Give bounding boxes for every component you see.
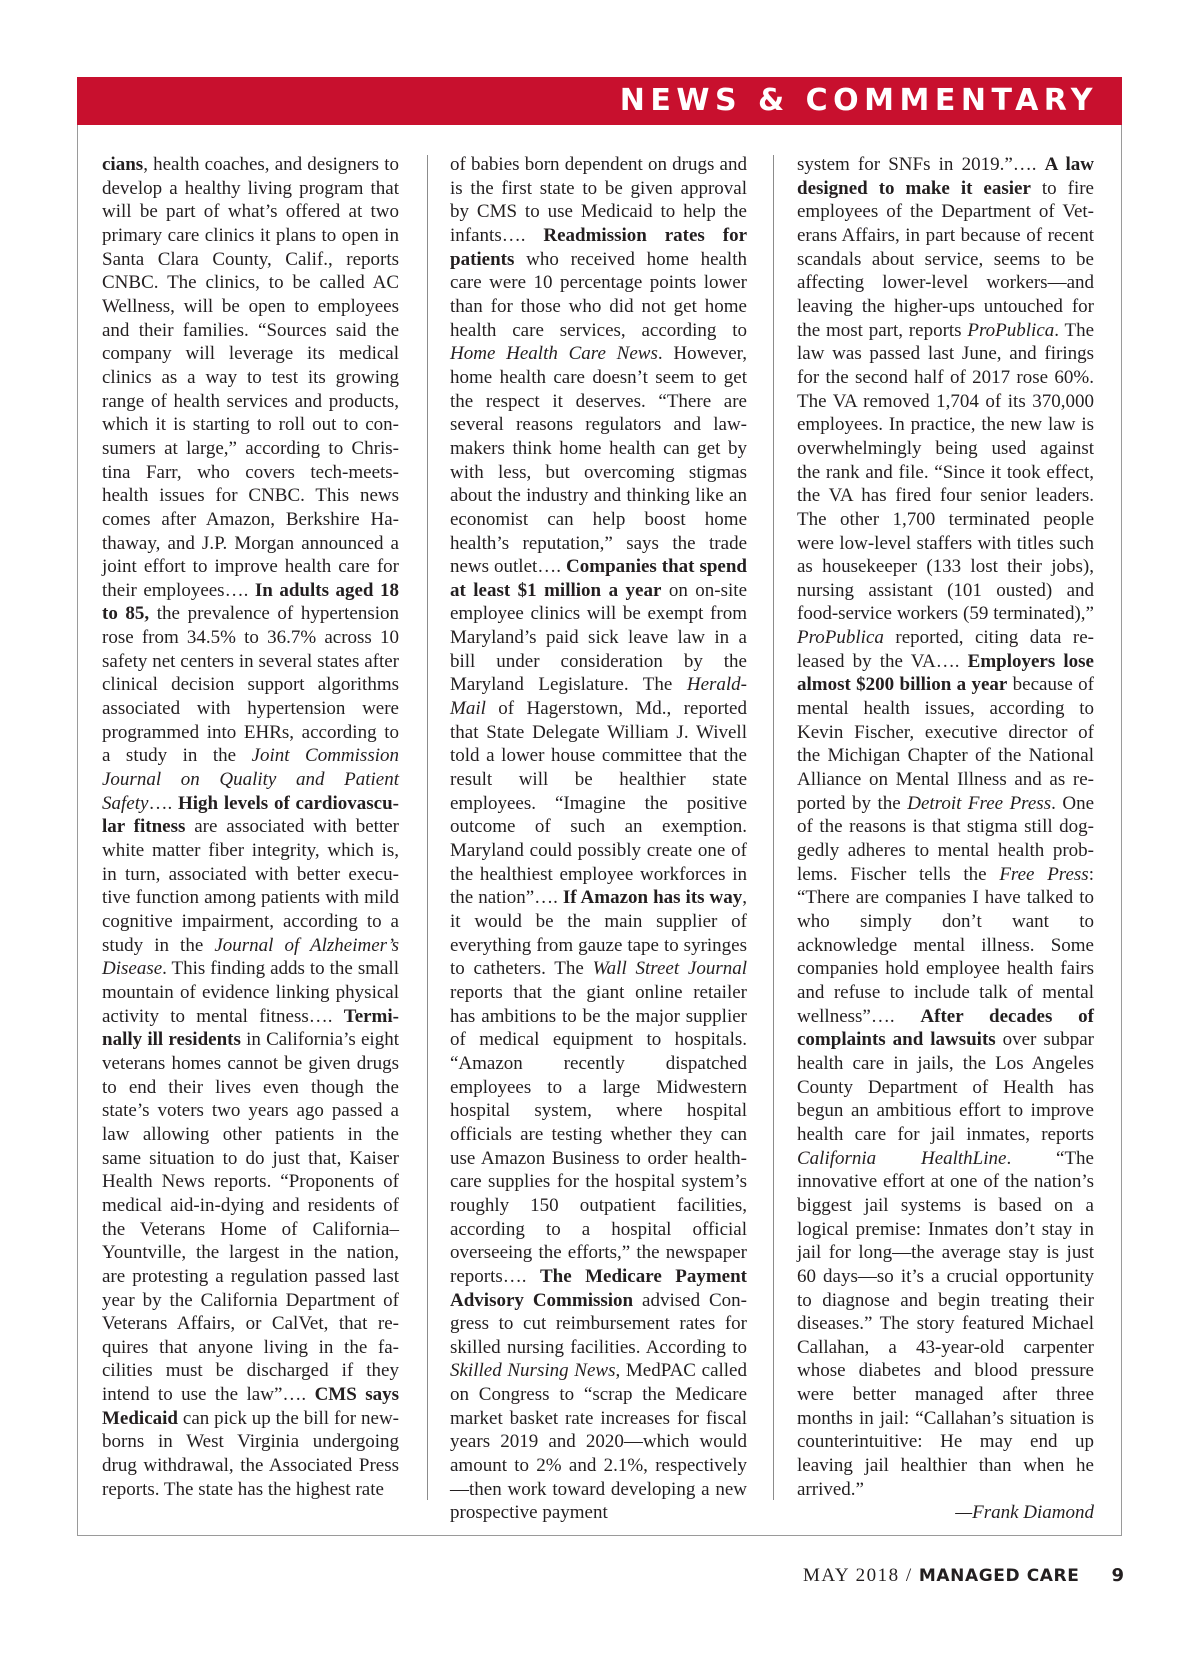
section-title: NEWS & COMMENTARY	[619, 83, 1098, 118]
italic-source: Journal of Alzheimer’s Disease	[102, 934, 399, 980]
italic-source: Herald-Mail	[450, 674, 747, 720]
column-text: system for SNFs in 2019.”…. A law designed to make it easier to fire employees of the Department of Veterans Affairs, in part because of recent scandals about service, seems to be affecting lower-level workers—and leaving the higher-ups untouched for the most part, reports ProPublica. The law was passed last June, and firings for the second half of 2017 rose 60%. The VA removed 1,704 of its 370,000 employees. In practice, the new law is overwhelmingly being used against the rank and file. “Since it took effect, the VA has fired four senior leaders. The other 1,700 terminated people were low-level staffers with titles such as housekeeper (133 lost their jobs), nursing assistant (101 ousted) and food-service workers (59 terminated),” ProPublica reported, citing data released by the VA…. Employers lose almost $200 billion a year because of mental health issues, according to Kevin Fischer, executive director of the Michigan Chapter of the National Alliance on Mental Illness and as reported by the Detroit Free Press. One of the reasons is that stigma still doggedly adheres to mental health problems. Fischer tells the Free Press: “There are companies I have talked to who simply don’t want to acknowledge mental illness. Some companies hold employee health fairs and refuse to include talk of mental wellness”…. After decades of complaints and lawsuits over subpar health care in jails, the Los Angeles County Department of Health has begun an ambitious effort to improve health care for jail inmates, reports California HealthLine. “The innovative effort at one of the nation’s biggest jail systems is based on a logical premise: Inmates don’t stay in jail for long—the average stay is just 60 days—so it’s a crucial opportunity to diagnose and begin treating their diseases.” The story featured Michael Callahan, a 43-year-old carpenter whose diabetes and blood pressure were better managed after three months in jail: “Callahan’s situation is counterintuitive: He may end up leaving jail healthier than when he arrived.”	[797, 154, 1095, 1500]
bold-lead: A law designed to make it easier	[797, 154, 1094, 199]
bold-lead: The Medicare Payment Advisory Commission	[450, 1265, 747, 1311]
italic-source: Skilled Nursing News	[450, 1360, 616, 1382]
bold-lead: cians	[102, 154, 144, 175]
article-column-3	[797, 153, 1094, 1525]
bold-lead: After decades of complaints and lawsuits	[797, 1005, 1094, 1051]
column-text: cians, health coaches, and designers to develop a healthy living program that will be part of what’s offered at two primary care clinics it plans to open in Santa Clara County, Calif., reports CNBC. The clinics, to be called AC Wellness, will be open to employees and their families. “Sources said the company will leverage its medical clinics as a way to test its growing range of health services and products, which it is starting to roll out to consumers at large,” according to Christina Farr, who covers tech-meets-health issues for CNBC. This news comes after Amazon, Berkshire Hathaway, and J.P. Morgan announced a joint effort to improve health care for their employees…. In adults aged 18 to 85, the prevalence of hypertension rose from 34.5% to 36.7% across 10 safety net centers in several states after clinical decision support algorithms associated with hypertension were programmed into EHRs, according to a study in the Joint Commission Journal on Quality and Patient Safety…. High levels of cardiovascular fitness are associated with better white matter fiber integrity, which is, in turn, associated with better executive function among patients with mild cognitive impairment, according to a study in the Journal of Alzheimer’s Disease. This finding adds to the small mountain of evidence linking physical activity to mental fitness…. Terminally ill residents in California’s eight veterans homes cannot be given drugs to end their lives even though the state’s voters two years ago passed a law allowing other patients in the same situation to do just that, Kaiser Health News reports. “Proponents of medical aid-in-dying and residents of the Veterans Home of California–Yountville, the largest in the nation, are protesting a regulation passed last year by the California Department of Veterans Affairs, or CalVet, that requires that anyone living in the facilities must be discharged if they intend to use the law”…. CMS says Medicaid can pick up the bill for newborns in West Virginia undergoing drug withdrawal, the Associated Press reports. The state has the highest rate	[102, 154, 399, 1500]
italic-source: Detroit Free Press	[907, 792, 1052, 814]
column-divider	[427, 155, 428, 1500]
bold-lead: Terminally ill residents	[102, 1005, 399, 1051]
page-footer	[803, 1565, 1124, 1587]
italic-source: ProPublica	[797, 627, 884, 649]
bold-lead: Employers lose almost $200 billion a year	[797, 650, 1094, 696]
bold-lead: If Amazon has its way	[562, 887, 743, 909]
italic-source: Wall Street Journal	[592, 958, 747, 980]
byline: —Frank Diamond	[955, 1502, 1094, 1524]
issue-date: MAY 2018	[802, 1565, 900, 1586]
section-banner	[77, 77, 1122, 125]
bold-lead: Readmission rates for patients	[450, 224, 747, 270]
column-text: of babies born dependent on drugs and is the first state to be given approval by CMS to use Medicaid to help the infants…. Readmission rates for patients who received home health care were 10 percentage points lower than for those who did not get home health care services, according to Home Health Care News. However, home health care doesn’t seem to get the respect it deserves. “There are several reasons regulators and lawmakers think home health can get by with less, but overcoming stigmas about the industry and thinking like an economist can help boost home health’s reputation,” says the trade news outlet…. Companies that spend at least $1 million a year on on-site employee clinics will be exempt from Maryland’s paid sick leave law in a bill under consideration by the Maryland Legislature. The Herald-Mail of Hagerstown, Md., reported that State Delegate William J. Wivell told a lower house committee that the result will be healthier state employees. “Imagine the positive outcome of such an exemption. Maryland could possibly create one of the healthiest employee workforces in the nation”…. If Amazon has its way, it would be the main supplier of everything from gauze tape to syringes to catheters. The Wall Street Journal reports that the giant online retailer has ambitions to be the major supplier of medical equipment to hospitals. “Amazon recently dispatched employees to a large Midwestern hospital system, where hospital officials are testing whether they can use Amazon Business to order health-care supplies for the hospital system’s roughly 150 outpatient facilities, according to a hospital official overseeing the efforts,” the newspaper reports…. The Medicare Payment Advisory Commission advised Congress to cut reimbursement rates for skilled nursing facilities. According to Skilled Nursing News, MedPAC called on Congress to “scrap the Medicare market basket rate increases for fiscal years 2019 and 2020—which would amount to 2% and 2.1%, respectively—then work toward developing a new prospective payment	[450, 154, 747, 1524]
italic-source: Free Press	[999, 863, 1089, 885]
magazine-name: MANAGED CARE	[918, 1566, 1080, 1586]
article-column-2	[450, 153, 747, 1525]
bold-lead: Companies that spend at least $1 million a year	[450, 556, 747, 601]
bold-lead: High levels of cardiovascular fitness	[102, 792, 399, 838]
page-number: 9	[1111, 1565, 1124, 1586]
bold-lead: In adults aged 18 to 85,	[102, 579, 399, 625]
column-divider	[773, 155, 774, 1500]
italic-source: Joint Commission Journal on Quality and Patient Safety	[102, 745, 399, 814]
footer-separator: /	[899, 1565, 919, 1586]
italic-source: California HealthLine	[797, 1147, 1007, 1169]
italic-source: ProPublica	[967, 319, 1055, 341]
italic-source: Home Health Care News	[450, 343, 658, 365]
bold-lead: CMS says Medicaid	[102, 1384, 399, 1429]
article-column-1	[102, 153, 399, 1501]
